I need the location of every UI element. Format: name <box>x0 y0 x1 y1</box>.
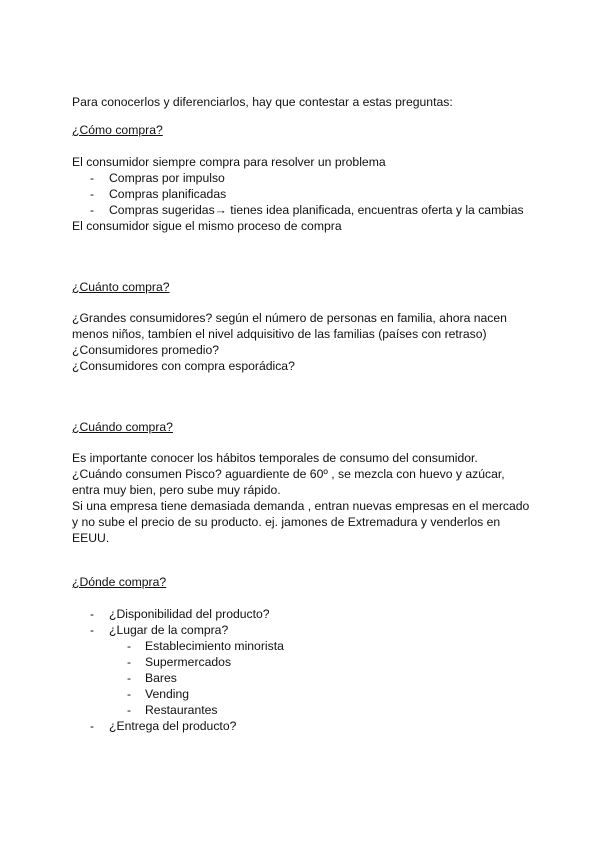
list-item: - Compras planificadas <box>90 187 227 201</box>
list-item: - Compras por impulso <box>90 171 225 185</box>
heading-donde-compra: ¿Dónde compra? <box>72 575 167 589</box>
como-lead-text: El consumidor siempre compra para resolver un problema <box>72 155 386 169</box>
bullet-dash: - <box>127 639 132 653</box>
bullet-dash: - <box>90 719 95 733</box>
list-item: - Compras sugeridas→ tienes idea planificada, encuentras oferta y la cambias <box>90 203 524 217</box>
cuando-text-line: y no sube el precio de su producto. ej. jamones de Extremadura y venderlos en <box>72 515 501 529</box>
como-closing-text: El consumidor sigue el mismo proceso de compra <box>72 219 342 233</box>
intro-text: Para conocerlos y diferenciarlos, hay que contestar a estas preguntas: <box>72 95 453 109</box>
cuanto-text-line: ¿Consumidores promedio? <box>72 343 219 357</box>
sub-list-item: - Bares <box>127 671 177 685</box>
heading-cuando-compra: ¿Cuándo compra? <box>72 420 173 434</box>
bullet-dash: - <box>90 623 95 637</box>
cuando-text-line: Si una empresa tiene demasiada demanda , entran nuevas empresas en el mercado <box>72 499 530 513</box>
bullet-dash: - <box>127 703 132 717</box>
sub-list-item: - Supermercados <box>127 655 232 669</box>
bullet-dash: - <box>90 203 95 217</box>
cuando-text-line: EEUU. <box>72 531 110 545</box>
bullet-dash: - <box>127 687 132 701</box>
list-item: - ¿Lugar de la compra? <box>90 623 229 637</box>
bullet-dash: - <box>90 187 95 201</box>
sub-list-item: - Establecimiento minorista <box>127 639 284 653</box>
bullet-dash: - <box>127 671 132 685</box>
cuanto-text-line: ¿Consumidores con compra esporádica? <box>72 359 295 373</box>
sub-list-item: - Restaurantes <box>127 703 218 717</box>
cuando-text-line: entra muy bien, pero sube muy rápido. <box>72 483 281 497</box>
cuanto-text-line: ¿Grandes consumidores? según el número de personas en familia, ahora nacen <box>72 311 507 325</box>
sub-list-item: - Vending <box>127 687 190 701</box>
cuanto-text-line: menos niños, tambíen el nivel adquisitivo de las familias (países con retraso) <box>72 327 487 341</box>
bullet-dash: - <box>90 171 95 185</box>
bullet-dash: - <box>90 607 95 621</box>
bullet-dash: - <box>127 655 132 669</box>
cuando-text-line: ¿Cuándo consumen Pisco? aguardiente de 60º , se mezcla con huevo y azúcar, <box>72 467 505 481</box>
list-item: - ¿Entrega del producto? <box>90 719 237 733</box>
cuando-text-line: Es importante conocer los hábitos temporales de consumo del consumidor. <box>72 451 478 465</box>
heading-como-compra: ¿Cómo compra? <box>72 123 163 137</box>
heading-cuanto-compra: ¿Cuánto compra? <box>72 280 170 294</box>
list-item: - ¿Disponibilidad del producto? <box>90 607 270 621</box>
